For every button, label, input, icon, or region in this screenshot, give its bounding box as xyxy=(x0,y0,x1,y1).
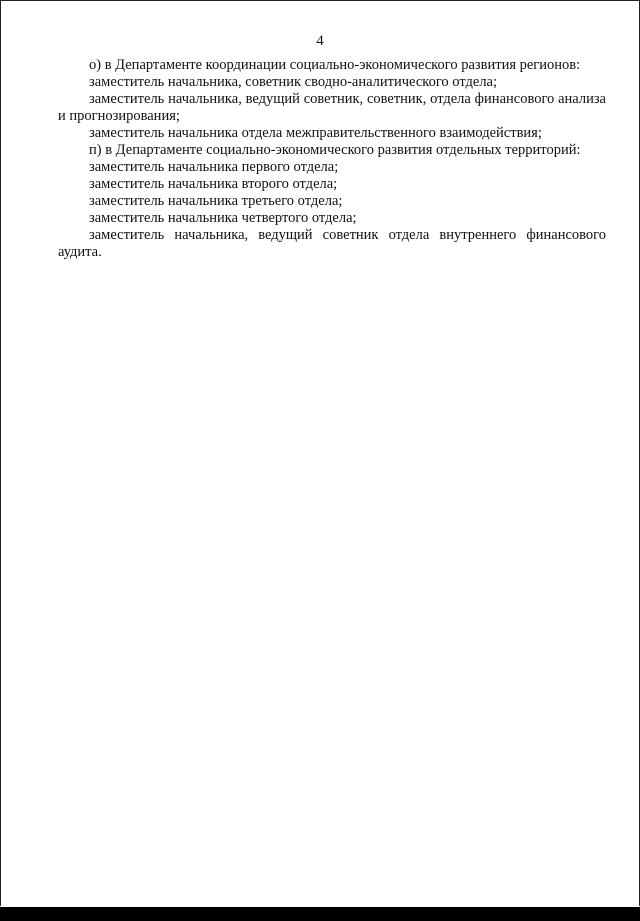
paragraph-item: заместитель начальника первого отдела; xyxy=(89,159,339,175)
scan-bottom-edge xyxy=(0,907,640,921)
paragraph-section-o: о) в Департаменте координации социально-экономического развития регионов: xyxy=(89,57,581,73)
paragraph-item: заместитель начальника, ведущий советник отдела внутреннего финансового аудита. xyxy=(58,227,606,260)
paragraph-item: заместитель начальника третьего отдела; xyxy=(89,193,343,209)
paragraph-item: заместитель начальника, советник сводно-аналитического отдела; xyxy=(89,74,498,90)
page-number: 4 xyxy=(316,33,324,49)
paragraph-item: заместитель начальника четвертого отдела; xyxy=(89,210,357,226)
paragraph-item: заместитель начальника отдела межправительственного взаимодействия; xyxy=(89,125,542,141)
paragraph-item: заместитель начальника, ведущий советник, советник, отдела финансового анализа и прогнозирования; xyxy=(58,91,606,124)
document-body xyxy=(58,57,606,261)
paragraph-section-p: п) в Департаменте социально-экономического развития отдельных территорий: xyxy=(89,142,581,158)
paragraph-item: заместитель начальника второго отдела; xyxy=(89,176,338,192)
